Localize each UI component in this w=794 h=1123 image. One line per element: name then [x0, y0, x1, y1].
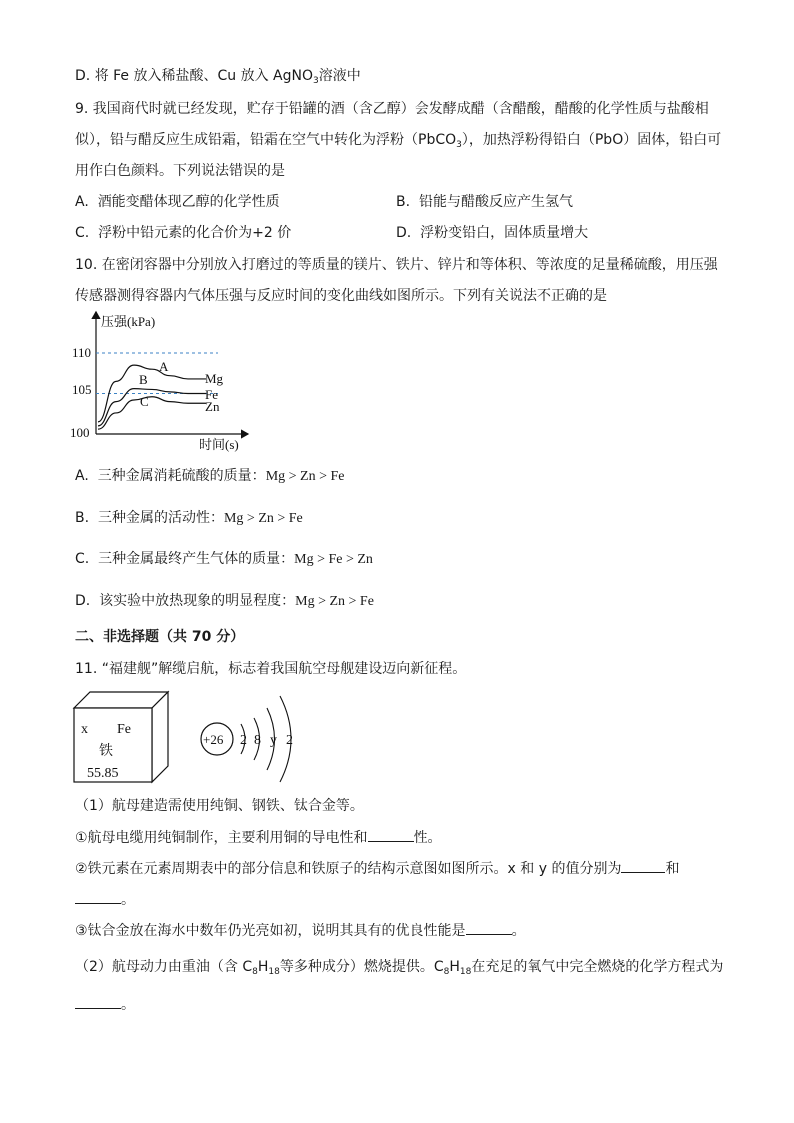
answer-blank[interactable] [466, 922, 512, 935]
subscript: 3 [313, 76, 319, 86]
option-text: 三种金属最终产生气体的质量： [98, 551, 295, 567]
q11-subq3 [75, 922, 526, 940]
q9-line1: 9. 我国商代时就已经发现，贮存于铅罐的酒（含乙醇）会发酵成醋（含醋酸，醋酸的化学性质与盐酸相 [75, 101, 709, 117]
option-label: D. [396, 225, 412, 241]
subscript: 18 [459, 967, 472, 977]
option-label: D. [75, 593, 91, 609]
answer-blank[interactable] [621, 860, 665, 873]
q10-line2: 传感器测得容器内气体压强与反应时间的变化曲线如图所示。下列有关说法不正确的是 [75, 288, 607, 304]
text: 。 [511, 923, 526, 939]
text: H [257, 959, 269, 975]
q11-part1-title: （1）航母建造需使用纯铜、钢铁、钛合金等。 [75, 798, 364, 814]
option-label: B. [396, 194, 411, 210]
q9-option-d [396, 224, 588, 242]
q11-subq2-cont [75, 891, 135, 909]
text: ），加热浮粉得铅白（PbO）固体，铅白可 [461, 132, 722, 148]
legend-mg: Mg [205, 371, 224, 386]
answer-blank[interactable] [75, 996, 121, 1009]
shell-4-electrons: 2 [286, 733, 293, 748]
shell-1-electrons: 2 [240, 733, 247, 748]
shell-2-electrons: 8 [254, 733, 261, 748]
atomic-number: x [81, 722, 88, 737]
option-label: A. [75, 194, 89, 210]
text: 。 [121, 892, 135, 908]
formula: Mg > Zn > Fe [265, 469, 345, 484]
option-text: 三种金属的活动性： [97, 510, 224, 526]
q10-option-a [75, 467, 344, 486]
y-tick-label: 100 [70, 425, 90, 440]
q10-option-d [75, 592, 374, 611]
q11-part2 [75, 958, 723, 976]
nuclear-charge: +26 [203, 732, 224, 747]
y-axis-label: 压强(kPa) [101, 314, 156, 329]
option-text: 浮粉变铅白，固体质量增大 [420, 225, 589, 241]
text: H [449, 959, 460, 975]
formula: Mg > Fe > Zn [294, 552, 373, 567]
subscript: 18 [268, 967, 280, 977]
answer-blank[interactable] [368, 829, 414, 842]
shell-3-electrons: y [270, 733, 277, 748]
q9-option-c [75, 224, 291, 242]
element-name: 铁 [99, 743, 113, 759]
subscript: 3 [456, 140, 462, 150]
legend-fe: Fe [205, 387, 218, 402]
option-label: A. [75, 468, 89, 484]
q11-intro: 11. “福建舰”解缆启航，标志着我国航空母舰建设迈向新征程。 [75, 661, 467, 677]
text: 和 [665, 861, 680, 877]
periodic-table-card [72, 690, 172, 786]
y-tick-label: 110 [72, 345, 92, 360]
q11-subq2 [75, 860, 679, 878]
option-label: C. [75, 551, 90, 567]
text: 似），铅与醋反应生成铅霜，铅霜在空气中转化为浮粉（PbCO [75, 132, 457, 148]
text: 在充足的氧气中完全燃烧的化学方程式为 [471, 959, 724, 975]
q10-option-c [75, 550, 373, 569]
option-label: C. [75, 225, 90, 241]
y-tick-label: 105 [72, 382, 92, 397]
option-text: 该实验中放热现象的明显程度： [99, 593, 296, 609]
series-line-fe [98, 389, 206, 426]
subscript: 8 [443, 967, 450, 977]
curve-letter-a: A [159, 359, 169, 374]
curve-letter-b: B [139, 372, 148, 387]
text: ①航母电缆用纯铜制作，主要利用铜的导电性和 [75, 830, 368, 846]
pressure-time-chart [68, 308, 258, 454]
answer-blank[interactable] [75, 891, 121, 904]
option-text: 浮粉中铅元素的化合价为+2 价 [98, 225, 292, 241]
q11-subq1 [75, 829, 442, 847]
text: 性。 [413, 830, 442, 846]
atom-structure-diagram [196, 688, 308, 792]
legend-zn: Zn [205, 399, 220, 414]
option-text: 铅能与醋酸反应产生氢气 [418, 194, 573, 210]
element-symbol: Fe [117, 722, 131, 737]
q9-line2 [75, 131, 721, 149]
option-text: 溶液中 [318, 68, 361, 84]
subscript: 8 [252, 967, 258, 977]
q8-option-d [75, 67, 361, 85]
option-text: 将 Fe 放入稀盐酸、Cu 放入 AgNO [94, 68, 313, 84]
atomic-mass: 55.85 [87, 766, 119, 781]
q9-option-b [396, 193, 573, 211]
q9-option-a [75, 193, 280, 211]
text: 等多种成分）燃烧提供。C [279, 959, 444, 975]
x-axis-label: 时间(s) [199, 437, 239, 452]
section-heading: 二、非选择题（共 70 分） [75, 629, 245, 645]
text: ③钛合金放在海水中数年仍光亮如初，说明其具有的优良性能是 [75, 923, 466, 939]
text: 。 [121, 997, 135, 1013]
q9-line3: 用作白色颜料。下列说法错误的是 [75, 163, 285, 179]
q10-option-b [75, 509, 303, 528]
text: ②铁元素在元素周期表中的部分信息和铁原子的结构示意图如图所示。x 和 y 的值分别为 [75, 861, 622, 877]
option-text: 三种金属消耗硫酸的质量： [97, 468, 266, 484]
option-label: B. [75, 510, 90, 526]
option-label: D. [75, 68, 91, 84]
curve-letter-c: C [140, 394, 149, 409]
option-text: 酒能变醋体现乙醇的化学性质 [97, 194, 280, 210]
formula: Mg > Zn > Fe [295, 594, 374, 609]
formula: Mg > Zn > Fe [223, 511, 303, 526]
text: （2）航母动力由重油（含 C [75, 959, 253, 975]
q10-line1: 10. 在密闭容器中分别放入打磨过的等质量的镁片、铁片、锌片和等体积、等浓度的足量稀硫酸，用压强 [75, 257, 718, 273]
q11-part2-cont [75, 996, 135, 1014]
